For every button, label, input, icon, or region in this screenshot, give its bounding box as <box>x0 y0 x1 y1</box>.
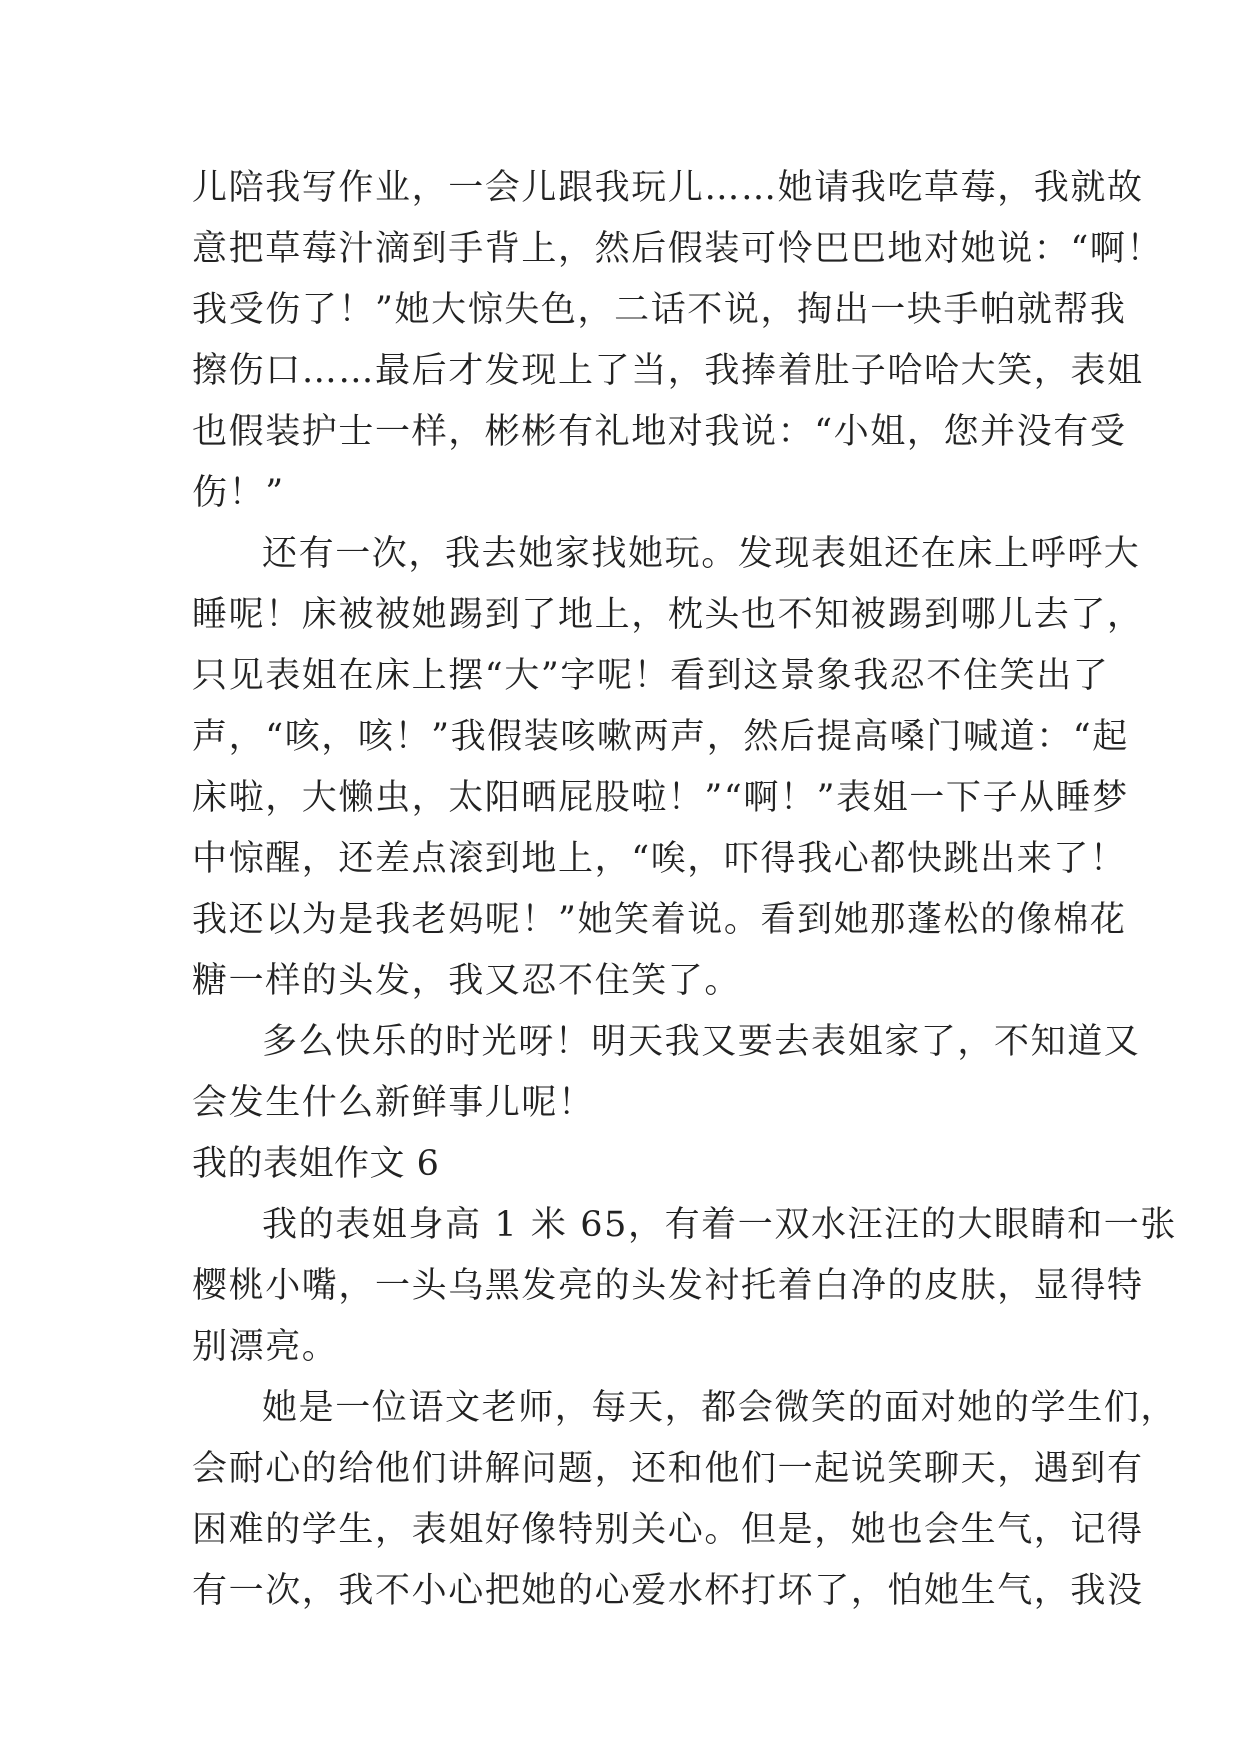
paragraph <box>192 1012 1141 1134</box>
text-line: 我还以为是我老妈呢！”她笑着说。看到她那蓬松的像棉花 <box>192 900 1127 940</box>
text-line: 我的表姐身高 1 米 65，有着一双水汪汪的大眼睛和一张 <box>262 1205 1177 1245</box>
text-line: 擦伤口……最后才发现上了当，我捧着肚子哈哈大笑，表姐 <box>192 351 1144 391</box>
section-heading <box>192 1134 1052 1195</box>
text-line: 会发生什么新鲜事儿呢！ <box>192 1083 595 1123</box>
text-line: 睡呢！床被被她踢到了地上，枕头也不知被踢到哪儿去了， <box>192 595 1144 635</box>
text-line: 樱桃小嘴，一头乌黑发亮的头发衬托着白净的皮肤，显得特 <box>192 1266 1144 1306</box>
paragraph <box>192 158 1164 524</box>
text-line: 还有一次，我去她家找她玩。发现表姐还在床上呼呼大 <box>262 534 1141 574</box>
text-line: 别漂亮。 <box>192 1327 339 1367</box>
text-line: 伤！” <box>192 473 285 513</box>
heading-text: 我的表姐作文 6 <box>192 1144 440 1184</box>
paragraph <box>192 524 1144 1012</box>
paragraph <box>192 1378 1178 1622</box>
paragraph <box>192 1195 1177 1378</box>
text-line: 中惊醒，还差点滚到地上，“唉，吓得我心都快跳出来了！ <box>192 839 1127 879</box>
text-line: 多么快乐的时光呀！明天我又要去表姐家了，不知道又 <box>262 1022 1141 1062</box>
text-line: 意把草莓汁滴到手背上，然后假装可怜巴巴地对她说：“啊！ <box>192 229 1164 269</box>
text-line: 困难的学生，表姐好像特别关心。但是，她也会生气，记得 <box>192 1510 1144 1550</box>
text-line: 糖一样的头发，我又忍不住笑了。 <box>192 961 742 1001</box>
text-line: 儿陪我写作业，一会儿跟我玩儿……她请我吃草莓，我就故 <box>192 168 1144 208</box>
text-line: 也假装护士一样，彬彬有礼地对我说：“小姐，您并没有受 <box>192 412 1127 452</box>
text-line: 只见表姐在床上摆“大”字呢！看到这景象我忍不住笑出了 <box>192 656 1110 696</box>
text-line: 会耐心的给他们讲解问题，还和他们一起说笑聊天，遇到有 <box>192 1449 1144 1489</box>
document-page <box>192 158 1178 1622</box>
text-line: 床啦，大懒虫，太阳晒屁股啦！”“啊！”表姐一下子从睡梦 <box>192 778 1129 818</box>
text-line: 有一次，我不小心把她的心爱水杯打坏了，怕她生气，我没 <box>192 1571 1144 1611</box>
text-line: 我受伤了！”她大惊失色，二话不说，掏出一块手帕就帮我 <box>192 290 1127 330</box>
text-line: 声，“咳，咳！”我假装咳嗽两声，然后提高嗓门喊道：“起 <box>192 717 1129 757</box>
text-line: 她是一位语文老师，每天，都会微笑的面对她的学生们， <box>262 1388 1178 1428</box>
